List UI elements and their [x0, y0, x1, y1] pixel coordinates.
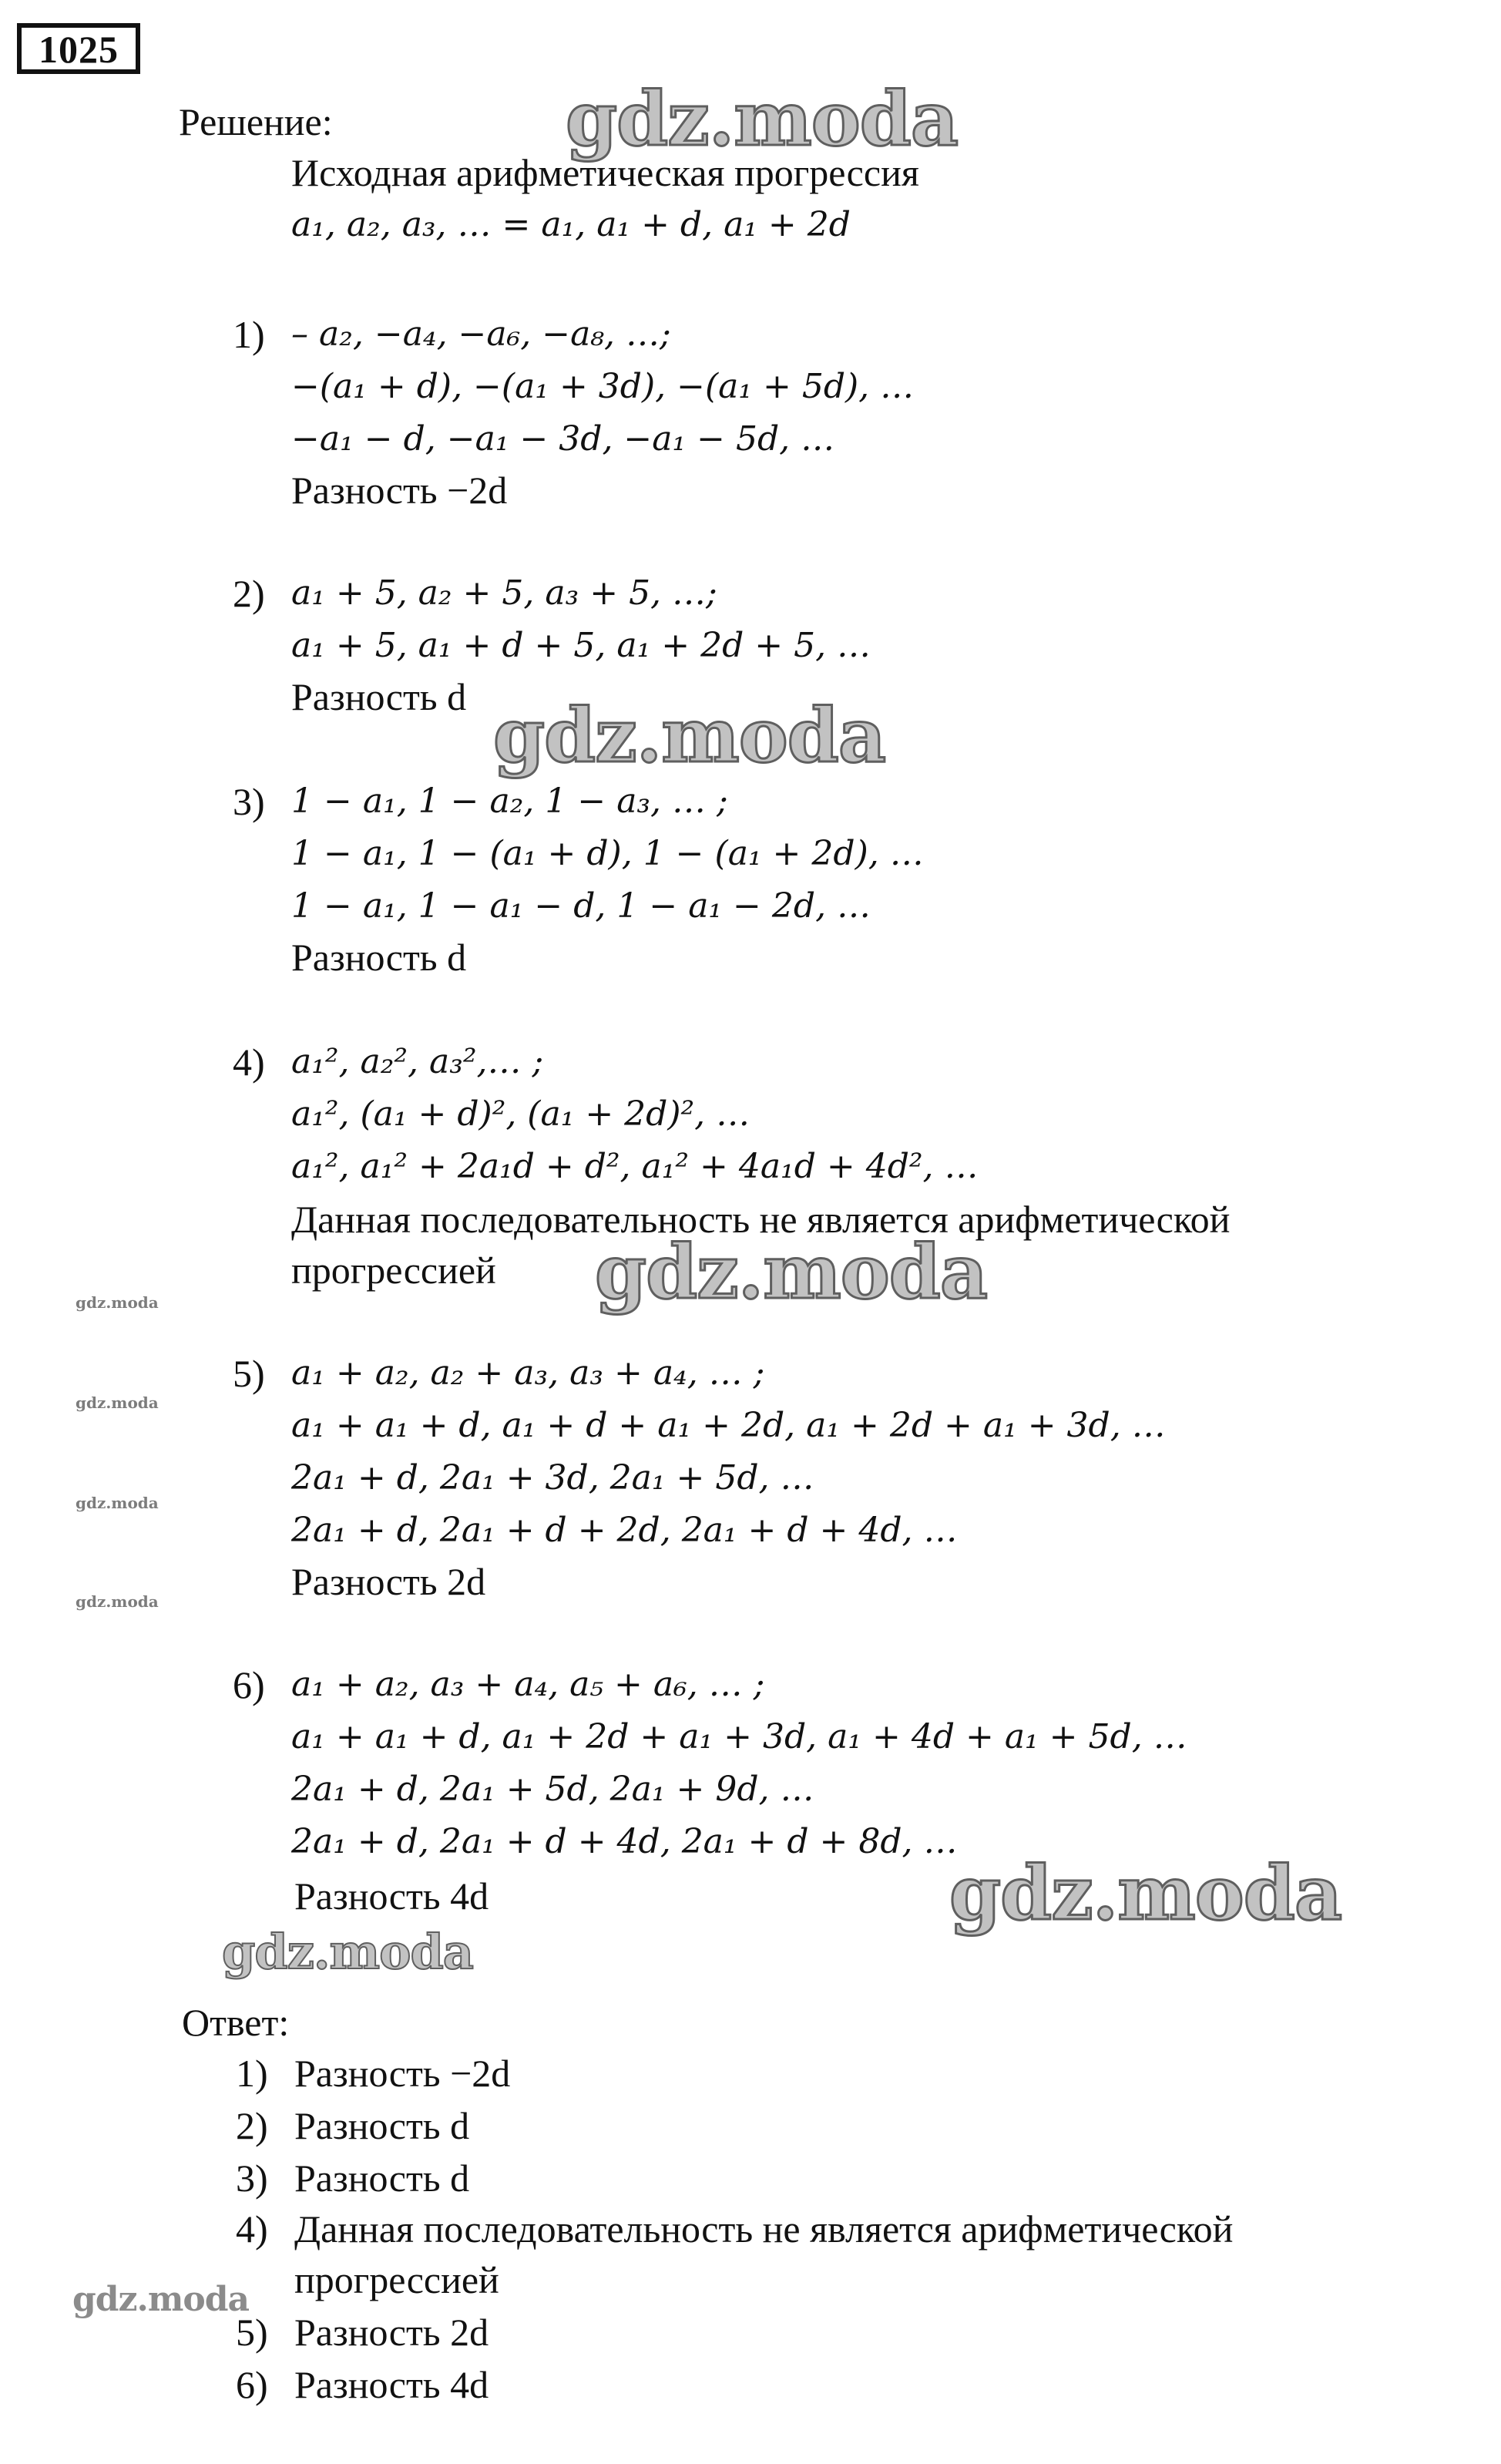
watermark-logo: gdz.moda: [72, 2280, 250, 2319]
item-1-line-3: −a₁ − d, −a₁ − 3d, −a₁ − 5d, …: [291, 419, 835, 459]
solution-intro-formula: a₁, a₂, a₃, … = a₁, a₁ + d, a₁ + 2d: [291, 205, 851, 244]
item-5-line-1: a₁ + a₂, a₂ + a₃, a₃ + a₄, … ;: [291, 1353, 765, 1393]
item-1-number: 1): [233, 313, 265, 356]
item-3-number: 3): [233, 780, 265, 823]
item-2-conclusion: Разность d: [291, 675, 467, 718]
item-4-line-3: a₁², a₁² + 2a₁d + d², a₁² + 4a₁d + 4d², …: [291, 1147, 979, 1186]
item-1-conclusion: Разность −2d: [291, 469, 508, 512]
watermark-logo: gdz.moda: [222, 1924, 473, 1980]
answer-heading: Ответ:: [182, 2001, 290, 2044]
watermark-small: gdz.moda: [76, 1592, 159, 1611]
item-2-line-1: a₁ + 5, a₂ + 5, a₃ + 5, …;: [291, 573, 717, 613]
item-6-number: 6): [233, 1663, 265, 1706]
answer-1-number: 1): [236, 2052, 268, 2095]
watermark-logo: gdz.moda: [949, 1850, 1342, 1937]
watermark-small: gdz.moda: [76, 1393, 159, 1412]
item-5-line-2: a₁ + a₁ + d, a₁ + d + a₁ + 2d, a₁ + 2d + a₁ + 3d, …: [291, 1406, 1166, 1445]
answer-6-number: 6): [236, 2363, 268, 2406]
item-3-conclusion: Разность d: [291, 936, 467, 979]
item-4-line-1: a₁², a₂², a₃²,… ;: [291, 1042, 544, 1081]
item-4-number: 4): [233, 1040, 265, 1084]
answer-2-number: 2): [236, 2104, 268, 2147]
answer-4-text-line-2: прогрессией: [294, 2258, 499, 2301]
item-5-line-4: 2a₁ + d, 2a₁ + d + 2d, 2a₁ + d + 4d, …: [291, 1511, 958, 1550]
answer-6-text: Разность 4d: [294, 2363, 489, 2406]
watermark-logo: gdz.moda: [566, 76, 959, 163]
answer-2-text: Разность d: [294, 2104, 470, 2147]
item-4-line-2: a₁², (a₁ + d)², (a₁ + 2d)², …: [291, 1094, 750, 1134]
item-6-line-1: a₁ + a₂, a₃ + a₄, a₅ + a₆, … ;: [291, 1665, 765, 1704]
item-6-line-2: a₁ + a₁ + d, a₁ + 2d + a₁ + 3d, a₁ + 4d + a₁ + 5d, …: [291, 1717, 1187, 1756]
item-4-conclusion-line-1: Данная последовательность не является арифметической: [291, 1198, 1231, 1241]
watermark-small: gdz.moda: [76, 1293, 159, 1312]
item-4-conclusion-line-2: прогрессией: [291, 1249, 496, 1292]
watermark-small: gdz.moda: [76, 1494, 159, 1512]
item-5-line-3: 2a₁ + d, 2a₁ + 3d, 2a₁ + 5d, …: [291, 1458, 814, 1498]
item-6-line-3: 2a₁ + d, 2a₁ + 5d, 2a₁ + 9d, …: [291, 1770, 814, 1809]
item-3-line-2: 1 − a₁, 1 − (a₁ + d), 1 − (a₁ + 2d), …: [291, 834, 924, 873]
watermark-logo: gdz.moda: [595, 1229, 988, 1316]
answer-4-text: Данная последовательность не является арифметической: [294, 2207, 1234, 2251]
solution-intro: Исходная арифметическая прогрессия: [291, 151, 919, 194]
item-6-line-4: 2a₁ + d, 2a₁ + d + 4d, 2a₁ + d + 8d, …: [291, 1822, 958, 1861]
item-1-line-1: – a₂, −a₄, −a₆, −a₈, …;: [291, 314, 671, 354]
item-1-line-2: −(a₁ + d), −(a₁ + 3d), −(a₁ + 5d), …: [291, 367, 915, 406]
answer-5-text: Разность 2d: [294, 2311, 489, 2354]
item-6-conclusion: Разность 4d: [294, 1874, 489, 1918]
item-2-line-2: a₁ + 5, a₁ + d + 5, a₁ + 2d + 5, …: [291, 626, 871, 665]
answer-1-text: Разность −2d: [294, 2052, 511, 2095]
answer-4-number: 4): [236, 2207, 268, 2251]
answer-5-number: 5): [236, 2311, 268, 2354]
answer-3-number: 3): [236, 2156, 268, 2200]
solution-heading: Решение:: [179, 100, 333, 143]
item-3-line-1: 1 − a₁, 1 − a₂, 1 − a₃, … ;: [291, 782, 728, 821]
answer-3-text: Разность d: [294, 2156, 470, 2200]
item-2-number: 2): [233, 572, 265, 615]
item-5-number: 5): [233, 1352, 265, 1395]
watermark-logo: gdz.moda: [493, 692, 886, 779]
problem-number-box: 1025: [17, 23, 140, 74]
item-5-conclusion: Разность 2d: [291, 1560, 486, 1603]
item-3-line-3: 1 − a₁, 1 − a₁ − d, 1 − a₁ − 2d, …: [291, 886, 871, 926]
